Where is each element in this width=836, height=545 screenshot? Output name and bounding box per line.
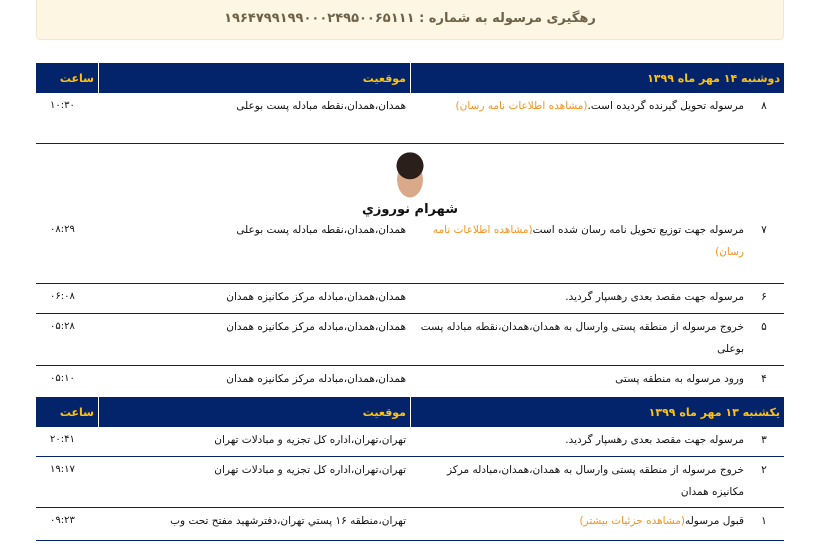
event-description: [410, 217, 744, 263]
event-description: مرسوله جهت مقصد بعدی رهسپار گردید.: [565, 291, 744, 303]
event-location: همدان،همدان،نقطه مبادله پست بوعلی: [236, 224, 406, 236]
event-location: تهران،منطقه ۱۶ پستي تهران،دفترشهید مفتح تحت وب: [170, 515, 406, 527]
event-time: ۲۰:۴۱: [50, 434, 75, 445]
table-row: [36, 508, 784, 541]
event-description: مرسوله جهت مقصد بعدی رهسپار گردید.: [565, 434, 744, 446]
event-time: ۰۹:۲۳: [50, 515, 75, 526]
event-description: [410, 93, 744, 143]
day-table-2: [36, 397, 784, 541]
table-row: [36, 314, 784, 366]
event-number: ۸: [761, 100, 767, 112]
day-table-1: [36, 63, 784, 397]
event-time: ۱۹:۱۷: [50, 464, 75, 475]
event-number: ۳: [761, 434, 767, 446]
date-header: یکشنبه ۱۳ مهر ماه ۱۳۹۹: [410, 397, 784, 427]
event-description: [410, 508, 744, 540]
carrier-row: [36, 144, 784, 284]
event-description: خروج مرسوله از منطقه پستی وارسال به همدان،همدان،مبادله مرکز مکانیزه همدان: [446, 464, 744, 498]
time-header: ساعت: [59, 405, 94, 419]
event-location: همدان،همدان،مبادله مرکز مکانیزه همدان: [226, 321, 406, 333]
table-row: [36, 366, 784, 397]
event-number: ۵: [761, 321, 767, 333]
event-time: ۰۶:۰۸: [50, 291, 75, 302]
event-number: ۲: [761, 464, 767, 476]
carrier-info: [36, 144, 784, 217]
description-text: مرسوله تحویل گیرنده گردیده است.: [587, 100, 744, 112]
description-text: مرسوله جهت توزیع تحویل نامه رسان شده است: [532, 224, 744, 236]
event-number: ۶: [761, 291, 767, 303]
time-header: ساعت: [59, 71, 94, 85]
event-location: تهران،تهران،اداره کل تجزیه و مبادلات تهران: [214, 464, 406, 476]
event-time: ۰۵:۱۰: [50, 373, 75, 384]
table-header: [36, 63, 784, 93]
table-row: [36, 93, 784, 144]
event-description: خروج مرسوله از منطقه پستی وارسال به همدان،همدان،نقطه مبادله پست بوعلی: [420, 321, 744, 355]
location-header: موقعیت: [98, 397, 410, 427]
event-time: ۱۰:۳۰: [50, 100, 75, 111]
description-text: قبول مرسوله: [684, 515, 744, 527]
event-location: همدان،همدان،نقطه مبادله پست بوعلی: [236, 100, 406, 112]
view-more-details-link[interactable]: (مشاهده جزئیات بیشتر): [579, 515, 685, 527]
view-carrier-info-link[interactable]: (مشاهده اطلاعات نامه رسان): [432, 224, 744, 258]
table-row: [36, 427, 784, 457]
event-number: ۷: [761, 224, 767, 236]
tracking-banner: [36, 0, 784, 40]
table-row: [36, 217, 784, 263]
event-location: همدان،همدان،مبادله مرکز مکانیزه همدان: [226, 373, 406, 385]
carrier-name: شهرام نوروزي: [362, 202, 458, 217]
date-header: دوشنبه ۱۴ مهر ماه ۱۳۹۹: [410, 63, 784, 93]
event-location: همدان،همدان،مبادله مرکز مکانیزه همدان: [226, 291, 406, 303]
table-header: [36, 397, 784, 427]
event-time: ۰۸:۲۹: [50, 224, 75, 235]
event-time: ۰۵:۲۸: [50, 321, 75, 332]
event-number: ۴: [761, 373, 767, 385]
tracking-title: رهگیری مرسوله به شماره : ۱۹۶۴۷۹۹۱۹۹۰۰۰۲۴۹۵۰۰۶۵۱۱۱: [224, 10, 596, 26]
location-header: موقعیت: [98, 63, 410, 93]
event-location: تهران،تهران،اداره کل تجزیه و مبادلات تهران: [214, 434, 406, 446]
view-carrier-info-link[interactable]: (مشاهده اطلاعات نامه رسان): [455, 100, 588, 112]
table-row: [36, 284, 784, 314]
event-description: ورود مرسوله به منطقه پستی: [615, 373, 744, 385]
table-row: [36, 457, 784, 508]
carrier-photo: [390, 152, 430, 198]
event-number: ۱: [761, 515, 767, 527]
